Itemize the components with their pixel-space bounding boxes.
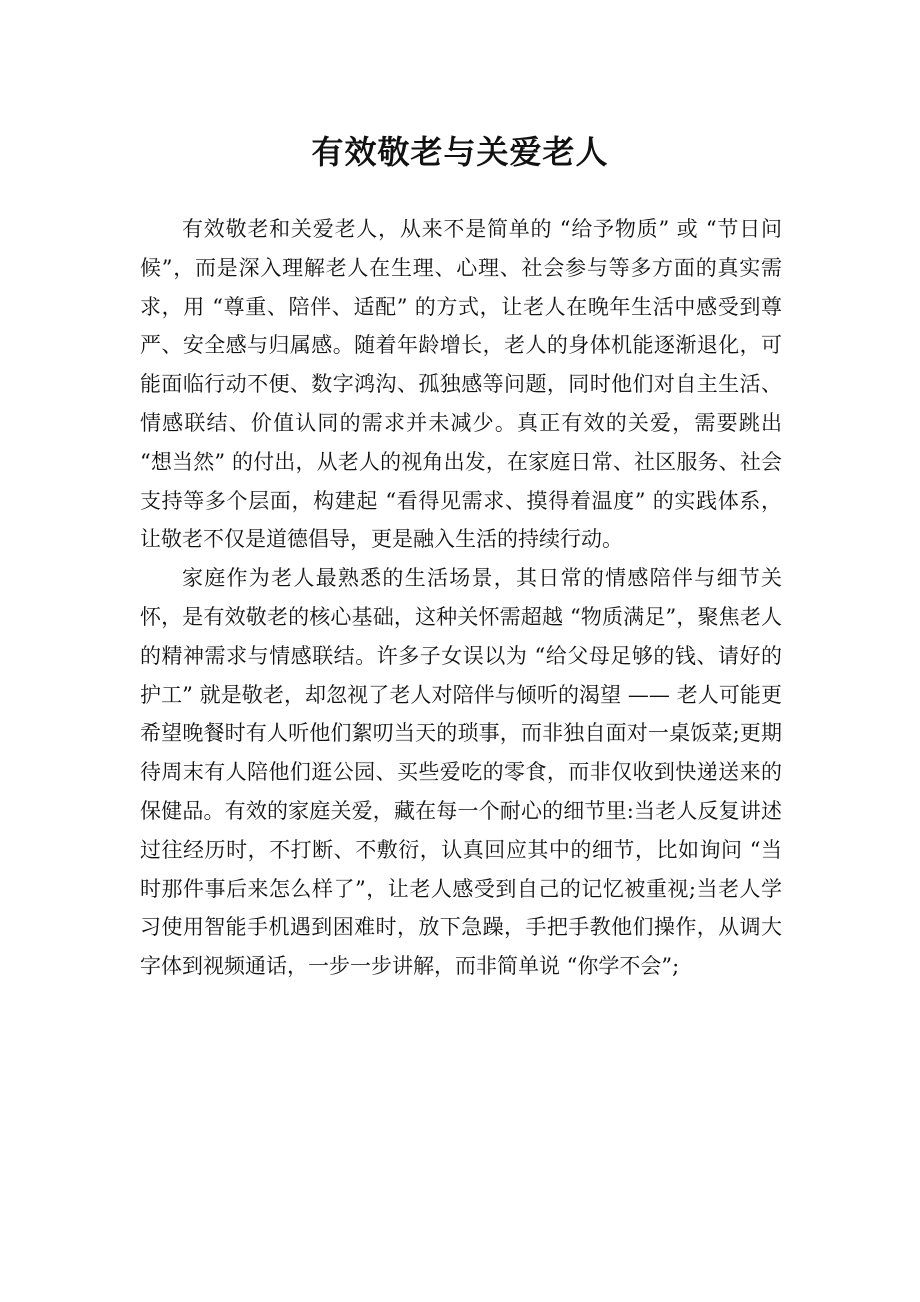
document-title: 有效敬老与关爱老人: [311, 133, 609, 171]
paragraph-1: 有效敬老和关爱老人，从来不是简单的 “给予物质” 或 “节日问候”，而是深入理解老人在生理、心理、社会参与等多方面的真实需求，用 “尊重、陪伴、适配” 的方式，让老人在晚年生活中感受到尊严、安全感与归属感。随着年龄增长，老人的身体机能逐渐退化，可能面临行动不便、数字鸿沟、孤独感等问题，同时他们对自主生活、情感联结、价值认同的需求并未减少。真正有效的关爱，需要跳出 “想当然” 的付出，从老人的视角出发，在家庭日常、社区服务、社会支持等多个层面，构建起 “看得见需求、摸得着温度” 的实践体系，让敬老不仅是道德倡导，更是融入生活的持续行动。: [140, 217, 782, 552]
paragraph-2: 家庭作为老人最熟悉的生活场景，其日常的情感陪伴与细节关怀，是有效敬老的核心基础，这种关怀需超越 “物质满足”，聚焦老人的精神需求与情感联结。许多子女误以为 “给父母足够的钱、请好的护工” 就是敬老，却忽视了老人对陪伴与倾听的渴望 —— 老人可能更希望晚餐时有人听他们絮叨当天的琐事，而非独自面对一桌饭菜;更期待周末有人陪他们逛公园、买些爱吃的零食，而非仅收到快递送来的保健品。有效的家庭关爱，藏在每一个耐心的细节里:当老人反复讲述过往经历时，不打断、不敷衍，认真回应其中的细节，比如询问 “当时那件事后来怎么样了”，让老人感受到自己的记忆被重视;当老人学习使用智能手机遇到困难时，放下急躁，手把手教他们操作，从调大字体到视频通话，一步一步讲解，而非简单说 “你学不会”;: [140, 566, 782, 979]
document-body: [140, 210, 782, 986]
